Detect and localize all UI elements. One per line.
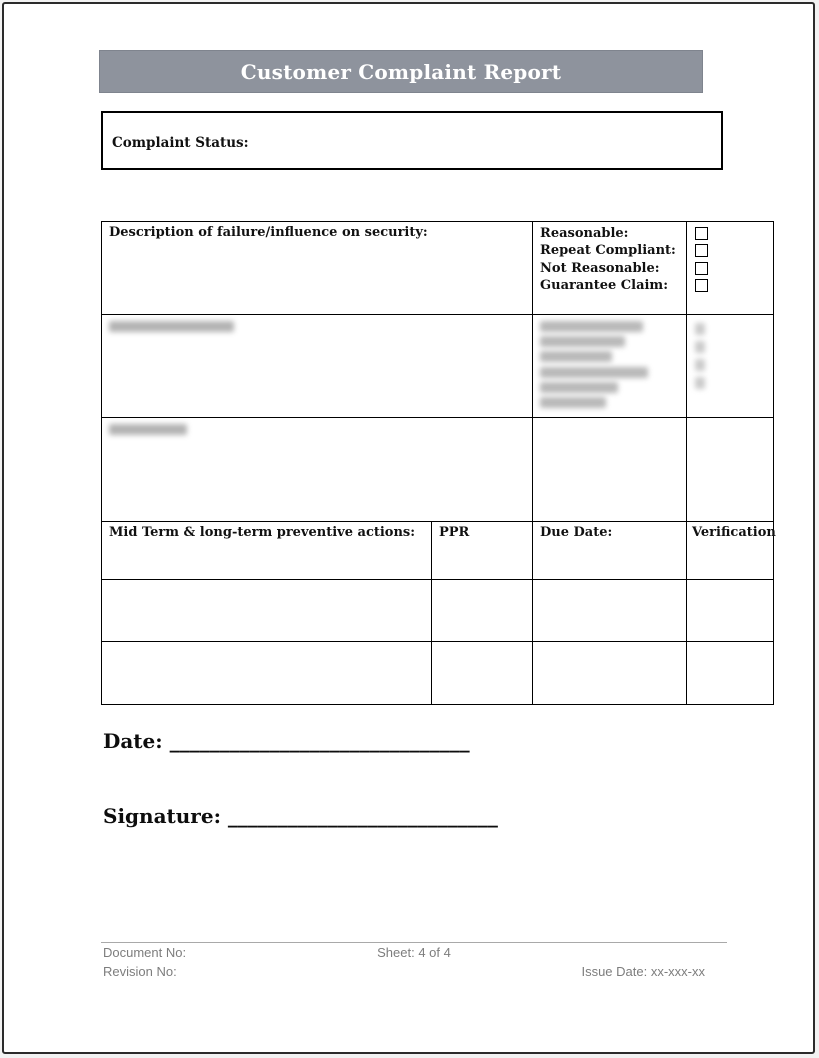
empty-cell: [687, 580, 774, 642]
preventive-actions-label: Mid Term & long-term preventive actions:: [109, 525, 416, 540]
redacted-line: [540, 321, 643, 332]
redacted-checkbox-cell: [687, 315, 774, 418]
redacted-options-cell: [533, 315, 687, 418]
redacted-line: [540, 336, 625, 347]
preventive-actions-header-cell: [102, 522, 432, 580]
redacted-line: [695, 377, 705, 389]
options-checkbox-cell: [687, 222, 774, 315]
empty-cell: [687, 642, 774, 705]
option-label-reasonable: Reasonable:: [540, 226, 629, 241]
options-label-cell: [533, 222, 687, 315]
due-date-label: Due Date:: [540, 525, 613, 540]
verification-header-cell: [687, 522, 774, 580]
redacted-line: [109, 424, 187, 435]
complaint-status-box: [101, 111, 723, 170]
option-label-guarantee-claim: Guarantee Claim:: [540, 278, 668, 294]
document-page: [2, 2, 815, 1054]
redacted-left-cell: [102, 315, 533, 418]
empty-cell: [102, 642, 432, 705]
due-date-header-cell: [533, 522, 687, 580]
signature-row: [103, 804, 498, 828]
verification-label: Verification: [692, 525, 776, 540]
footer-divider: [101, 942, 727, 943]
redacted-line: [695, 341, 705, 353]
page-title: Customer Complaint Report: [240, 59, 562, 84]
description-cell: [102, 222, 533, 315]
signature-label: Signature:: [103, 804, 221, 828]
complaint-table: [101, 221, 774, 705]
redacted-line: [540, 382, 618, 393]
checkbox-reasonable[interactable]: [695, 227, 708, 240]
description-label: Description of failure/influence on security:: [109, 225, 428, 240]
redacted-line: [695, 359, 705, 371]
table-row-empty-1: [102, 580, 774, 642]
checkbox-repeat-compliant[interactable]: [695, 244, 708, 257]
date-fill-line: ______________________________: [169, 729, 470, 753]
option-label-repeat-compliant: Repeat Compliant:: [540, 243, 676, 259]
footer-revision-no: Revision No:: [103, 964, 177, 979]
report-title-bar: [99, 50, 703, 93]
table-row-redacted-actions: [102, 315, 774, 418]
footer-sheet-number: Sheet: 4 of 4: [377, 945, 451, 960]
redacted-text-block: [109, 321, 525, 332]
empty-cell: [533, 418, 687, 522]
footer-document-no: Document No:: [103, 945, 187, 960]
redacted-line: [695, 323, 705, 335]
empty-cell: [102, 580, 432, 642]
footer-issue-date: Issue Date: xx-xxx-xx: [581, 964, 705, 979]
date-row: [103, 729, 470, 753]
empty-cell: [432, 580, 533, 642]
redacted-line: [540, 367, 648, 378]
table-row-redacted-cause: [102, 418, 774, 522]
redacted-line: [109, 321, 234, 332]
date-label: Date:: [103, 729, 163, 753]
table-row-empty-2: [102, 642, 774, 705]
redacted-text-block: [109, 424, 525, 435]
redacted-line: [540, 397, 606, 408]
table-row-description: [102, 222, 774, 315]
redacted-cause-cell: [102, 418, 533, 522]
redacted-checkbox-list: [694, 323, 766, 389]
empty-cell: [432, 642, 533, 705]
ppr-header-cell: [432, 522, 533, 580]
empty-cell: [687, 418, 774, 522]
signature-fill-line: ___________________________: [227, 804, 498, 828]
complaint-status-label: Complaint Status:: [112, 135, 249, 151]
option-label-not-reasonable: Not Reasonable:: [540, 260, 660, 276]
checkbox-guarantee-claim[interactable]: [695, 279, 708, 292]
checkbox-not-reasonable[interactable]: [695, 262, 708, 275]
table-row-preventive-header: [102, 522, 774, 580]
empty-cell: [533, 580, 687, 642]
ppr-label: PPR: [439, 525, 470, 540]
empty-cell: [533, 642, 687, 705]
redacted-option-list: [540, 321, 679, 408]
redacted-line: [540, 351, 612, 362]
